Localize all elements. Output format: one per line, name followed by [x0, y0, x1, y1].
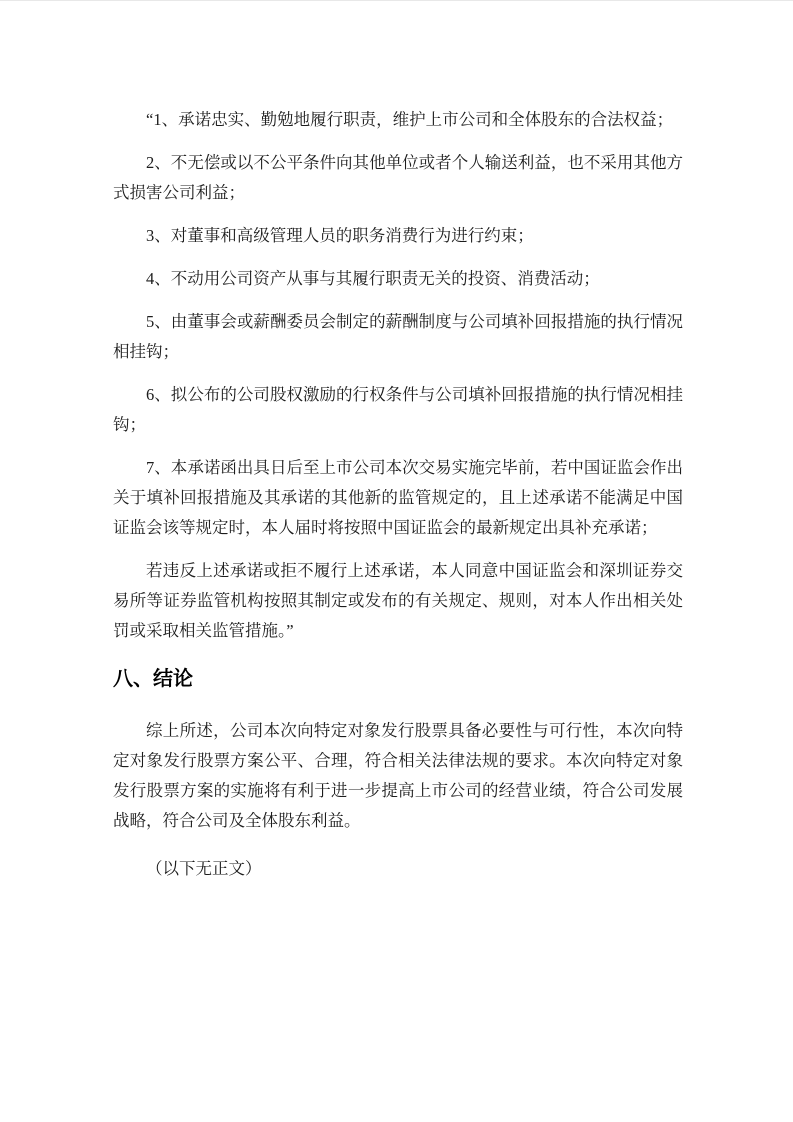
quote-paragraph-8: 若违反上述承诺或拒不履行上述承诺，本人同意中国证监会和深圳证券交易所等证券监管机构按照其制定或发布的有关规定、规则，对本人作出相关处罚或采取相关监管措施。”	[113, 561, 683, 640]
section-heading-conclusion: 八、结论	[113, 668, 193, 690]
no-more-text-note: （以下无正文）	[146, 859, 262, 878]
conclusion-paragraph: 综上所述，公司本次向特定对象发行股票具备必要性与可行性，本次向特定对象发行股票方案公平、合理，符合相关法律法规的要求。本次向特定对象发行股票方案的实施将有利于进一步提高上市公司的经营业绩，符合公司发展战略，符合公司及全体股东利益。	[113, 721, 683, 830]
quote-paragraph-2: 2、不无偿或以不公平条件向其他单位或者个人输送利益，也不采用其他方式损害公司利益；	[113, 153, 683, 202]
quote-paragraph-5: 5、由董事会或薪酬委员会制定的薪酬制度与公司填补回报措施的执行情况相挂钩；	[113, 312, 683, 361]
quote-paragraph-7: 7、本承诺函出具日后至上市公司本次交易实施完毕前，若中国证监会作出关于填补回报措施及其承诺的其他新的监管规定的，且上述承诺不能满足中国证监会该等规定时，本人届时将按照中国证监会的最新规定出具补充承诺；	[113, 458, 683, 537]
quote-paragraph-6: 6、拟公布的公司股权激励的行权条件与公司填补回报措施的执行情况相挂钩；	[113, 385, 683, 434]
quote-paragraph-1: “1、承诺忠实、勤勉地履行职责，维护上市公司和全体股东的合法权益；	[146, 110, 674, 129]
document-content	[113, 105, 683, 884]
quote-paragraph-3: 3、对董事和高级管理人员的职务消费行为进行约束；	[146, 226, 534, 245]
quote-paragraph-4: 4、不动用公司资产从事与其履行职责无关的投资、消费活动；	[146, 269, 600, 288]
